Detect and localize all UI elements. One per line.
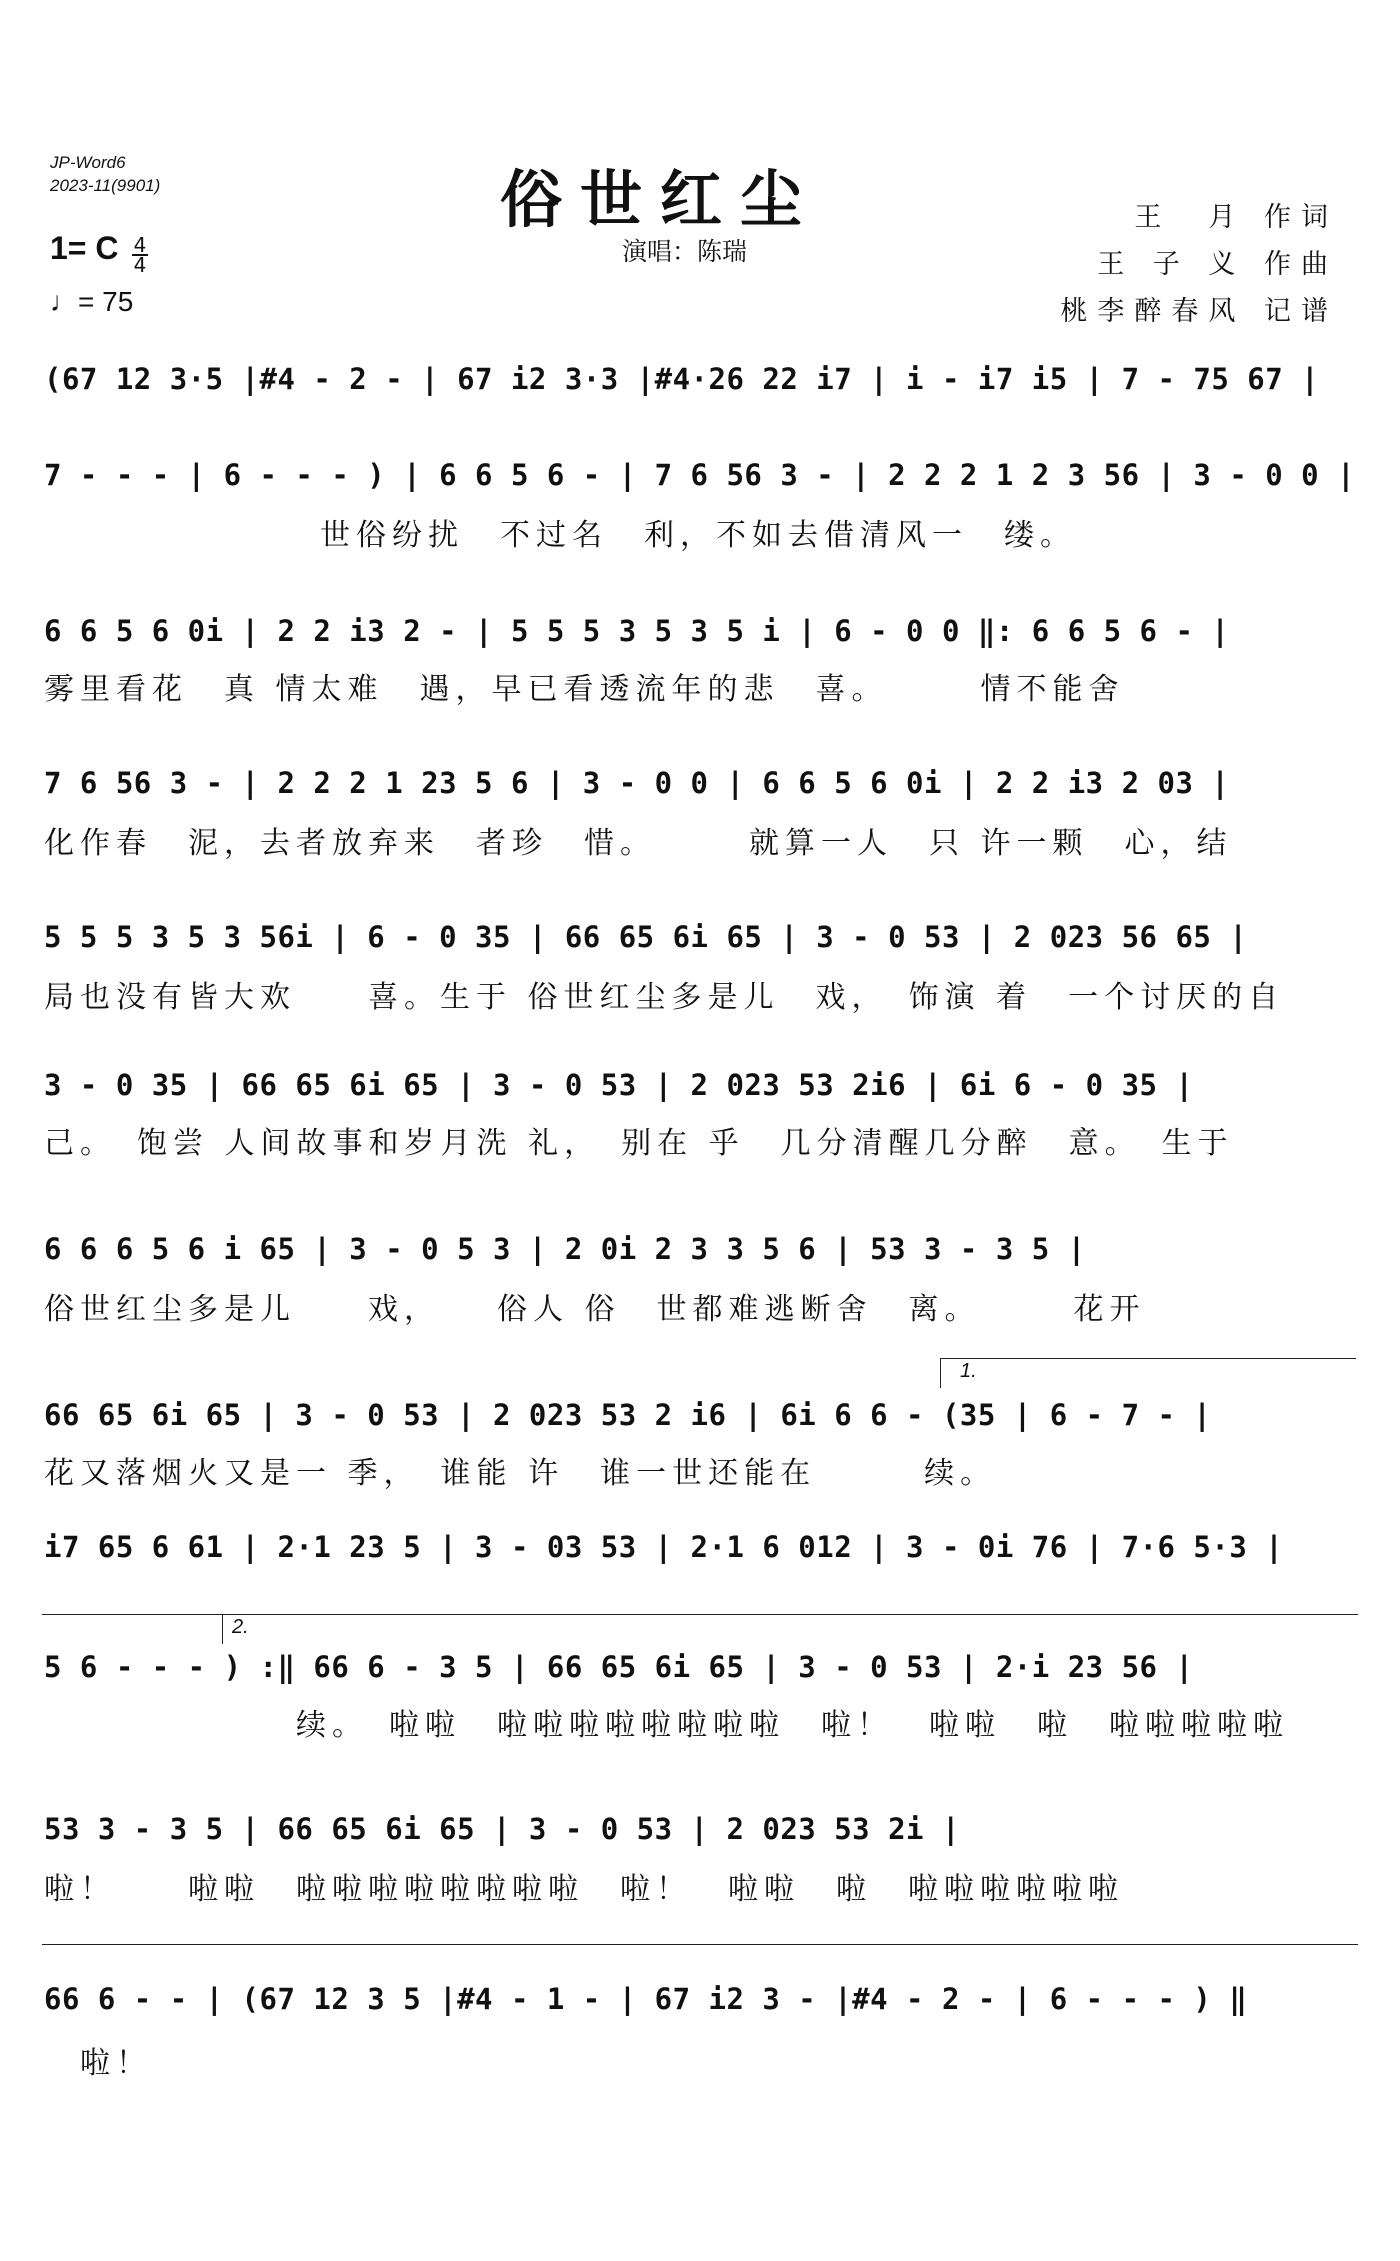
- score-system-10-notes: 5 6 - - - ) :‖ 66 6 - 3 5 | 66 65 6i 65 | 3 - 0 53 | 2·i 23 56 |: [44, 1650, 1194, 1684]
- score-system-6-notes: 3 - 0 35 | 66 65 6i 65 | 3 - 0 53 | 2 023 53 2i6 | 6i 6 - 0 35 |: [44, 1068, 1194, 1102]
- singer-credit: 演唱：陈瑞: [622, 237, 748, 266]
- credits-block: [1018, 195, 1338, 328]
- score-system-8-notes: 66 65 6i 65 | 3 - 0 53 | 2 023 53 2 i6 | 6i 6 6 - (35 | 6 - 7 - |: [44, 1398, 1212, 1432]
- version-date: 2023-11(9901): [50, 176, 161, 195]
- score-system-1-notes: (67 12 3·5 |#4 - 2 - | 67 i2 3·3 |#4·26 22 i7 | i - i7 i5 | 7 - 75 67 |: [44, 362, 1320, 396]
- score-system-4-notes: 7 6 56 3 - | 2 2 2 1 23 5 6 | 3 - 0 0 | 6 6 5 6 0i | 2 2 i3 2 03 |: [44, 766, 1230, 800]
- time-bottom: 4: [133, 252, 147, 277]
- score-system-3-lyrics: 雾里看花 真 情太难 遇，早已看透流年的悲 喜。 情不能舍: [44, 672, 1125, 707]
- score-system-3-notes: 6 6 5 6 0i | 2 2 i3 2 - | 5 5 5 3 5 3 5 i | 6 - 0 0 ‖: 6 6 5 6 - |: [44, 614, 1230, 648]
- score-system-4-lyrics: 化作春 泥，去者放弃来 者珍 惜。 就算一人 只 许一颗 心，结: [44, 826, 1233, 861]
- software-label: JP-Word6: [50, 153, 126, 172]
- transcriber-credit: 桃李醉春风 记谱: [1060, 296, 1338, 327]
- second-ending-label: 2.: [232, 1616, 249, 1638]
- key-signature: [50, 230, 148, 277]
- score-system-8-lyrics: 花又落烟火又是一 季， 谁能 许 谁一世还能在 续。: [44, 1456, 997, 1491]
- score-system-5-lyrics: 局也没有皆大欢 喜。生于 俗世红尘多是儿 戏， 饰演 着 一个讨厌的自: [44, 980, 1285, 1015]
- score-system-7-lyrics: 俗世红尘多是儿 戏， 俗人 俗 世都难逃断舍 离。 花开: [44, 1292, 1146, 1327]
- composer-credit: 王 子 义 作曲: [1097, 249, 1338, 280]
- score-system-9-notes: i7 65 6 61 | 2·1 23 5 | 3 - 03 53 | 2·1 6 012 | 3 - 0i 76 | 7·6 5·3 |: [44, 1530, 1284, 1564]
- key-label: 1= C: [50, 230, 119, 266]
- time-top: 4: [133, 232, 147, 257]
- score-system-12-notes: 66 6 - - | (67 12 3 5 |#4 - 1 - | 67 i2 3 - |#4 - 2 - | 6 - - - ) ‖: [44, 1982, 1248, 2016]
- lyricist-credit: 王 月 作词: [1134, 202, 1338, 233]
- score-system-5-notes: 5 5 5 3 5 3 56i | 6 - 0 35 | 66 65 6i 65 | 3 - 0 53 | 2 023 56 65 |: [44, 920, 1248, 954]
- first-ending-label: 1.: [960, 1360, 977, 1382]
- score-system-6-lyrics: 己。 饱尝 人间故事和岁月洗 礼， 别在 乎 几分清醒几分醉 意。 生于: [44, 1126, 1234, 1161]
- score-system-11-lyrics: 啦！ 啦啦 啦啦啦啦啦啦啦啦 啦！ 啦啦 啦 啦啦啦啦啦啦: [44, 1872, 1124, 1907]
- song-title: 俗世红尘: [500, 163, 821, 236]
- score-system-11-notes: 53 3 - 3 5 | 66 65 6i 65 | 3 - 0 53 | 2 023 53 2i |: [44, 1812, 960, 1846]
- time-signature: [132, 232, 149, 277]
- final-system-top-line: [42, 1944, 1358, 1945]
- first-ending-bracket: [940, 1358, 1356, 1359]
- tempo-marking: ♩= 75: [50, 286, 134, 317]
- score-system-10-lyrics: 续。 啦啦 啦啦啦啦啦啦啦啦 啦！ 啦啦 啦 啦啦啦啦啦: [44, 1708, 1289, 1743]
- score-system-2-lyrics: 世俗纷扰 不过名 利，不如去借清风一 缕。: [320, 518, 1076, 553]
- score-system-2-notes: 7 - - - | 6 - - - ) | 6 6 5 6 - | 7 6 56 3 - | 2 2 2 1 2 3 56 | 3 - 0 0 |: [44, 458, 1356, 492]
- score-system-7-notes: 6 6 6 5 6 i 65 | 3 - 0 5 3 | 2 0i 2 3 3 5 6 | 53 3 - 3 5 |: [44, 1232, 1086, 1266]
- score-system-12-lyrics: 啦！: [80, 2046, 152, 2081]
- second-ending-bracket: [222, 1614, 1356, 1615]
